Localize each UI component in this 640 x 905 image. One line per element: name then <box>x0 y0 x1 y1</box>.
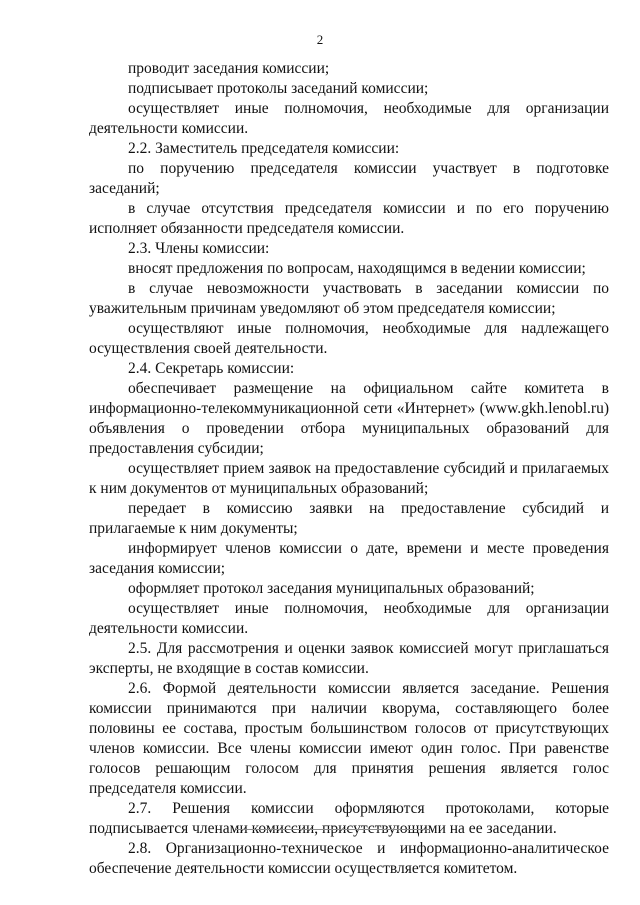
paragraph: подписывает протоколы заседаний комиссии; <box>128 80 429 97</box>
paragraph: оформляет протокол заседания муниципальных образований; <box>128 580 535 597</box>
paragraph: в случае невозможности участвовать в заседании комиссии по уважительным причинам уведомляют об этом председателя комиссии; <box>89 280 609 317</box>
paragraph: по поручению председателя комиссии участвует в подготовке заседаний; <box>89 160 609 197</box>
paragraph: осуществляет иные полномочия, необходимые для организации деятельности комиссии. <box>89 100 609 137</box>
paragraph: в случае отсутствия председателя комиссии и по его поручению исполняет обязанности председателя комиссии. <box>89 200 609 237</box>
paragraph: осуществляют иные полномочия, необходимые для надлежащего осуществления своей деятельности. <box>89 320 609 357</box>
paragraph: вносят предложения по вопросам, находящимся в ведении комиссии; <box>128 260 586 277</box>
paragraph: информирует членов комиссии о дате, времени и месте проведения заседания комиссии; <box>89 540 609 577</box>
page-number: 2 <box>316 32 324 47</box>
section-heading: 2.3. Члены комиссии: <box>128 240 270 257</box>
paragraph: проводит заседания комиссии; <box>128 60 330 77</box>
paragraph: осуществляет иные полномочия, необходимые для организации деятельности комиссии. <box>89 600 609 637</box>
paragraph: 2.6. Формой деятельности комиссии является заседание. Решения комиссии принимаются при наличии кворума, составляющего более половины ее состава, простым большинством голосов от присутствующих членов комиссии. Все члены комиссии имеют один голос. При равенстве голосов решающим голосом для принятия решения является голос председателя комиссии. <box>89 680 609 797</box>
section-heading: 2.4. Секретарь комиссии: <box>128 360 295 377</box>
paragraph: передает в комиссию заявки на предоставление субсидий и прилагаемые к ним документы; <box>89 500 609 537</box>
paragraph: обеспечивает размещение на официальном сайте комитета в информационно-телекоммуникационной сети «Интернет» (www.gkh.lenobl.ru) объявления о проведении отбора муниципальных образований для предоставления субсидии; <box>89 380 609 457</box>
paragraph: 2.7. Решения комиссии оформляются протоколами, которые подписывается членами комиссии, присутствующими на ее заседании. <box>89 800 609 837</box>
end-divider <box>236 829 430 830</box>
paragraph: осуществляет прием заявок на предоставление субсидий и прилагаемых к ним документов от муниципальных образований; <box>89 460 609 497</box>
section-heading: 2.2. Заместитель председателя комиссии: <box>128 140 400 157</box>
paragraph: 2.5. Для рассмотрения и оценки заявок комиссией могут приглашаться эксперты, не входящие в состав комиссии. <box>89 640 609 677</box>
paragraph: 2.8. Организационно-техническое и информационно-аналитическое обеспечение деятельности комиссии осуществляется комитетом. <box>89 840 609 877</box>
document-body <box>89 59 609 879</box>
